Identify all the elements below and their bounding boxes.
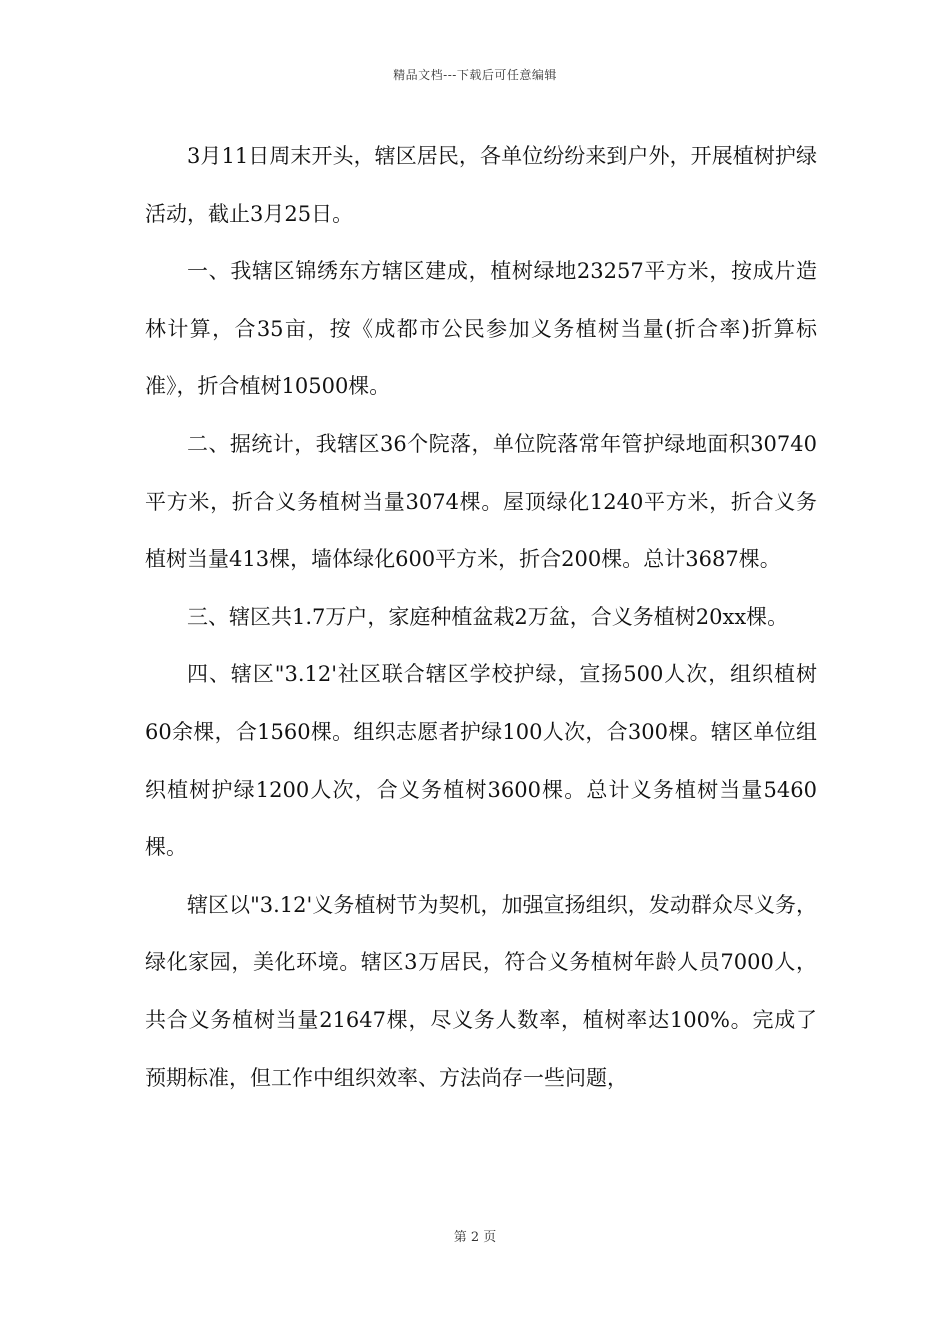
document-body [145,128,817,1107]
paragraph-section-3: 三、辖区共1.7万户，家庭种植盆栽2万盆，合义务植树20xx棵。 [187,604,789,629]
paragraph-section-1: 一、我辖区锦绣东方辖区建成，植树绿地23257平方米，按成片造林计算，合35亩，按《成都市公民参加义务植树当量(折合率)折算标准》，折合植树10500棵。 [145,259,817,399]
page-number: 第 2 页 [453,1230,497,1245]
paragraph-section-2: 二、据统计，我辖区36个院落，单位院落常年管护绿地面积30740平方米，折合义务植树当量3074棵。屋顶绿化1240平方米，折合义务植树当量413棵，墙体绿化600平方米，折合200棵。总计3687棵。 [145,431,817,572]
paragraph-section-4: 四、辖区"3.12'社区联合辖区学校护绿，宣扬500人次，组织植树60余棵，合1560棵。组织志愿者护绿100人次，合300棵。辖区单位组织植树护绿1200人次，合义务植树3600棵。总计义务植树当量5460棵。 [145,662,817,860]
paragraph-intro: 3月11日周末开头，辖区居民，各单位纷纷来到户外，开展植树护绿活动，截止3月25日。 [145,144,817,226]
page-header: 精品文档---下载后可任意编辑 [393,68,557,82]
paragraph-summary: 辖区以"3.12'义务植树节为契机，加强宣扬组织，发动群众尽义务，绿化家园，美化环境。辖区3万居民，符合义务植树年龄人员7000人，共合义务植树当量21647棵，尽义务人数率，植树率达100%。完成了预期标准，但工作中组织效率、方法尚存一些问题， [145,892,817,1090]
